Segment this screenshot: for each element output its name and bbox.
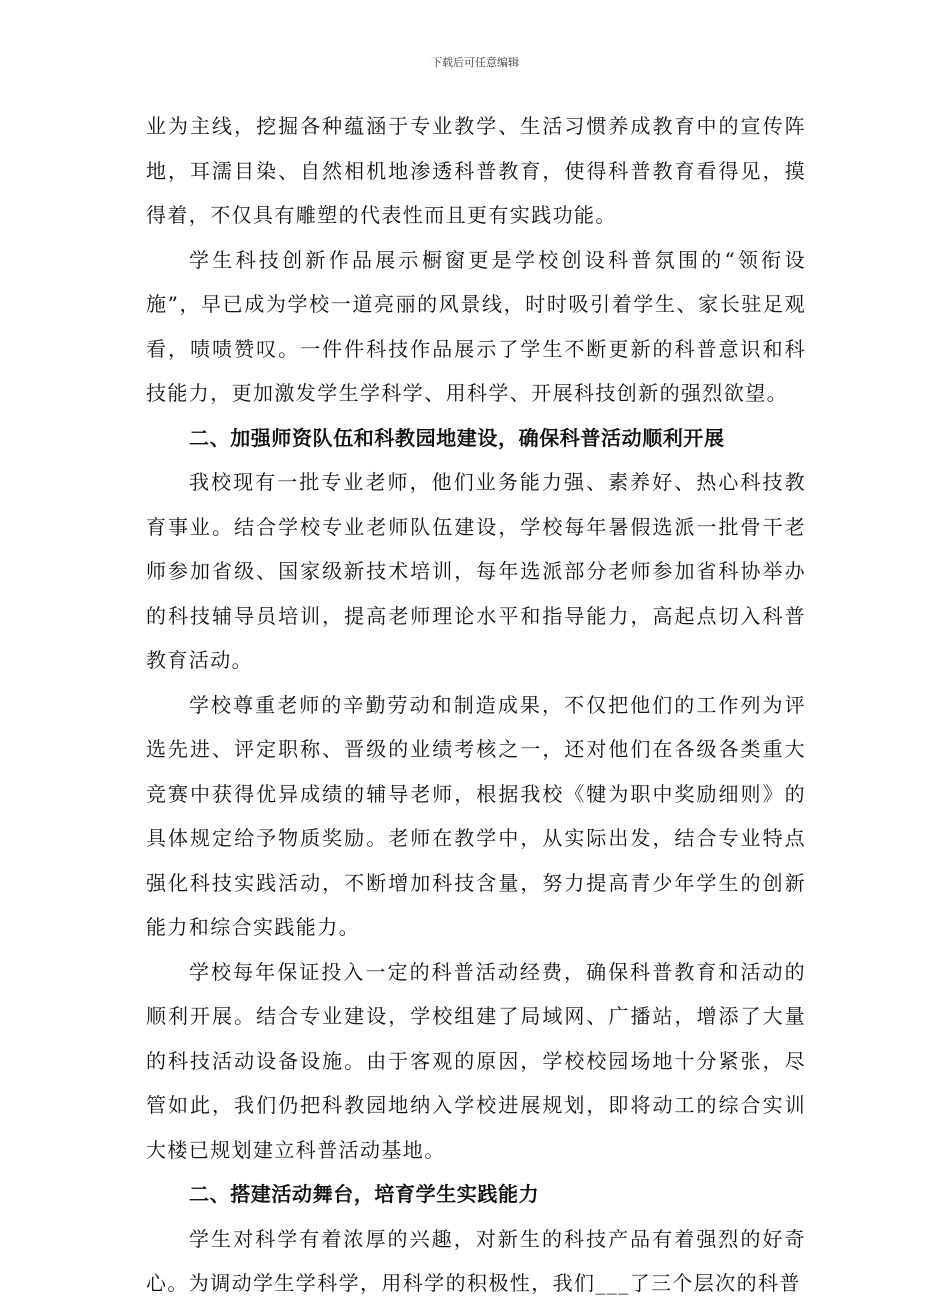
paragraph-4: 学校尊重老师的辛勤劳动和制造成果，不仅把他们的工作列为评选先进、评定职称、晋级的业绩考核之一，还对他们在各级各类重大竞赛中获得优异成绩的辅导老师，根据我校《犍为职中奖励细则》的具体规定给予物质奖励。老师在教学中，从实际出发，结合专业特点强化科技实践活动，不断增加科技含量，努力提高青少年学生的创新能力和综合实践能力。 — [146, 692, 806, 939]
document-body — [146, 104, 806, 1306]
paragraph-2: 学生科技创新作品展示橱窗更是学校创设科普氛围的“领衔设施”，早已成为学校一道亮丽的风景线，时时吸引着学生、家长驻足观看，啧啧赞叹。一件件科技作品展示了学生不断更新的科普意识和科技能力，更加激发学生学科学、用科学、开展科技创新的强烈欲望。 — [146, 247, 806, 405]
paragraph-6: 学生对科学有着浓厚的兴趣，对新生的科技产品有着强烈的好奇心。为调动学生学科学，用科学的积极性，我们___了三个层次的科普 — [146, 1226, 806, 1295]
section-heading-1: 二、加强师资队伍和科教园地建设，确保科普活动顺利开展 — [189, 425, 725, 450]
paragraph-5: 学校每年保证投入一定的科普活动经费，确保科普教育和活动的顺利开展。结合专业建设，学校组建了局域网、广播站，增添了大量的科技活动设备设施。由于客观的原因，学校校园场地十分紧张，尽管如此，我们仍把科教园地纳入学校进展规划，即将动工的综合实训大楼已规划建立科普活动基地。 — [146, 959, 806, 1162]
paragraph-1: 业为主线，挖掘各种蕴涵于专业教学、生活习惯养成教育中的宣传阵地，耳濡目染、自然相机地渗透科普教育，使得科普教育看得见，摸得着，不仅具有雕塑的代表性而且更有实践功能。 — [146, 114, 806, 227]
page-header: 下载后可任意编辑 — [431, 56, 519, 69]
section-heading-2: 二、搭建活动舞台，培育学生实践能力 — [189, 1182, 540, 1206]
paragraph-3: 我校现有一批专业老师，他们业务能力强、素养好、热心科技教育事业。结合学校专业老师队伍建设，学校每年暑假选派一批骨干老师参加省级、国家级新技术培训，每年选派部分老师参加省科协举办的科技辅导员培训，提高老师理论水平和指导能力，高起点切入科普教育活动。 — [146, 470, 806, 672]
